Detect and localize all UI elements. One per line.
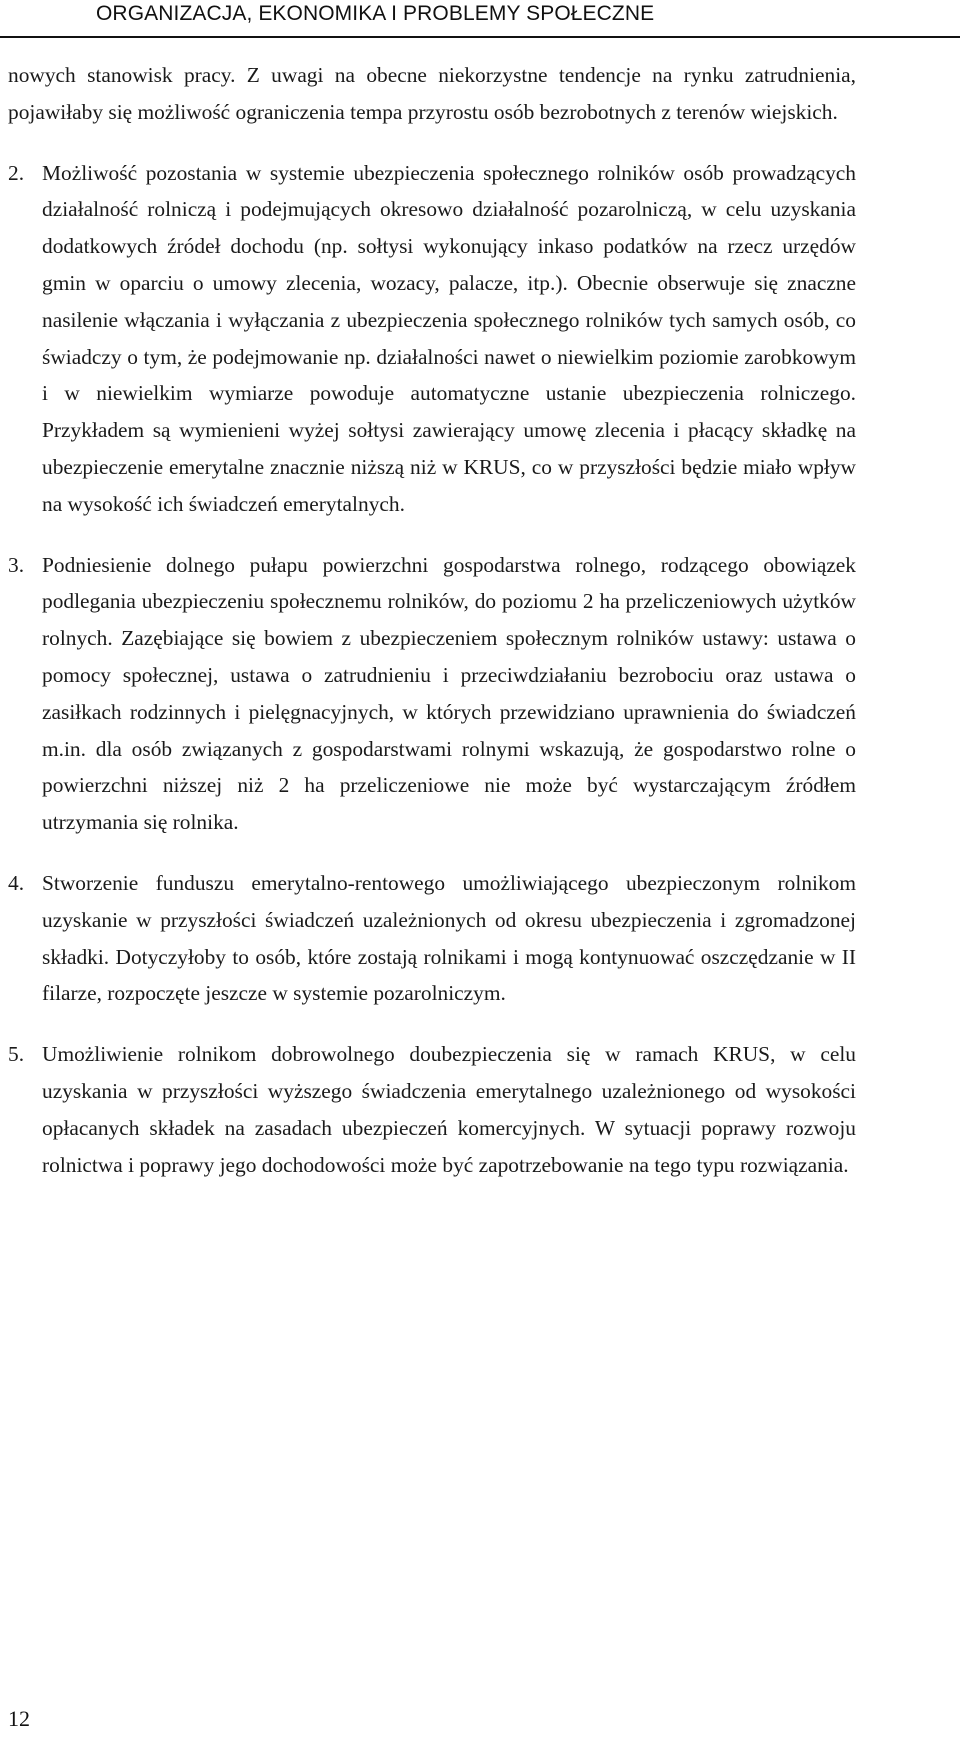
list-item — [8, 547, 856, 841]
list-item-text: Umożliwienie rolnikom dobrowolnego doubezpieczenia się w ramach KRUS, w celu uzyskania w przyszłości wyższego świadczenia emerytalnego uzależnionego od wysokości opłacanych składek na zasadach ubezpieczeń komercyjnych. W sytuacji poprawy rozwoju rolnictwa i poprawy jego dochodowości może być zapotrzebowanie na tego typu rozwiązania. — [42, 1042, 856, 1177]
list-item-text: Podniesienie dolnego pułapu powierzchni gospodarstwa rolnego, rodzącego obowiązek podlegania ubezpieczeniu społecznemu rolników, do poziomu 2 ha przeliczeniowych użytków rolnych. Zazębiające się bowiem z ubezpieczeniem społecznym rolników ustawy: ustawa o pomocy społecznej, ustawa o zatrudnieniu i przeciwdziałaniu bezrobociu oraz ustawa o zasiłkach rodzinnych i pielęgnacyjnych, w których przewidziano uprawnienia do świadczeń m.in. dla osób związanych z gospodarstwami rolnymi wskazują, że gospodarstwo rolne o powierzchni niższej niż 2 ha przeliczeniowe nie może być wystarczającym źródłem utrzymania się rolnika. — [42, 552, 856, 835]
list-item-number: 3. — [8, 552, 25, 577]
list-item-text: Stworzenie funduszu emerytalno-rentowego umożliwiającego ubezpieczonym rolnikom uzyskanie w przyszłości świadczeń uzależnionych od okresu ubezpieczenia i zgromadzonej składki. Dotyczyłoby to osób, które zostają rolnikami i mogą kontynuować oszczędzanie w II filarze, rozpoczęte jeszcze w systemie pozarolniczym. — [42, 870, 856, 1006]
list-item — [8, 155, 856, 523]
list-item-number: 2. — [8, 160, 25, 185]
page-number: 12 — [8, 1706, 30, 1731]
page-body — [8, 57, 856, 1183]
header-rule — [0, 36, 960, 38]
intro-paragraph: nowych stanowisk pracy. Z uwagi na obecne niekorzystne tendencje na rynku zatrudnienia, pojawiłaby się możliwość ograniczenia tempa przyrostu osób bezrobotnych z terenów wiejskich. — [8, 63, 856, 124]
list-item — [8, 865, 856, 1012]
running-header — [0, 0, 960, 40]
list-item-number: 4. — [8, 870, 25, 895]
list-item-text: Możliwość pozostania w systemie ubezpieczenia społecznego rolników osób prowadzących działalność rolniczą i podejmujących okresowo działalność pozarolniczą, w celu uzyskania dodatkowych źródeł dochodu (np. sołtysi wykonujący inkaso podatków na rzecz urzędów gmin w oparciu o umowy zlecenia, wozacy, palacze, itp.). Obecnie obserwuje się znaczne nasilenie włączania i wyłączania z ubezpieczenia społecznego rolników tych samych osób, co świadczy o tym, że podejmowanie np. działalności nawet o niewielkim poziomie zarobkowym i w niewielkim wymiarze powoduje automatyczne ustanie ubezpieczenia rolniczego. Przykładem są wymienieni wyżej sołtysi zawierający umowę zlecenia i płacący składkę na ubezpieczenie emerytalne znacznie niższą niż w KRUS, co w przyszłości będzie miało wpływ na wysokość ich świadczeń emerytalnych. — [42, 160, 856, 516]
list-item — [8, 1036, 856, 1183]
running-header-title: ORGANIZACJA, EKONOMIKA I PROBLEMY SPOŁECZNE — [96, 2, 655, 25]
list-item-number: 5. — [8, 1042, 25, 1067]
